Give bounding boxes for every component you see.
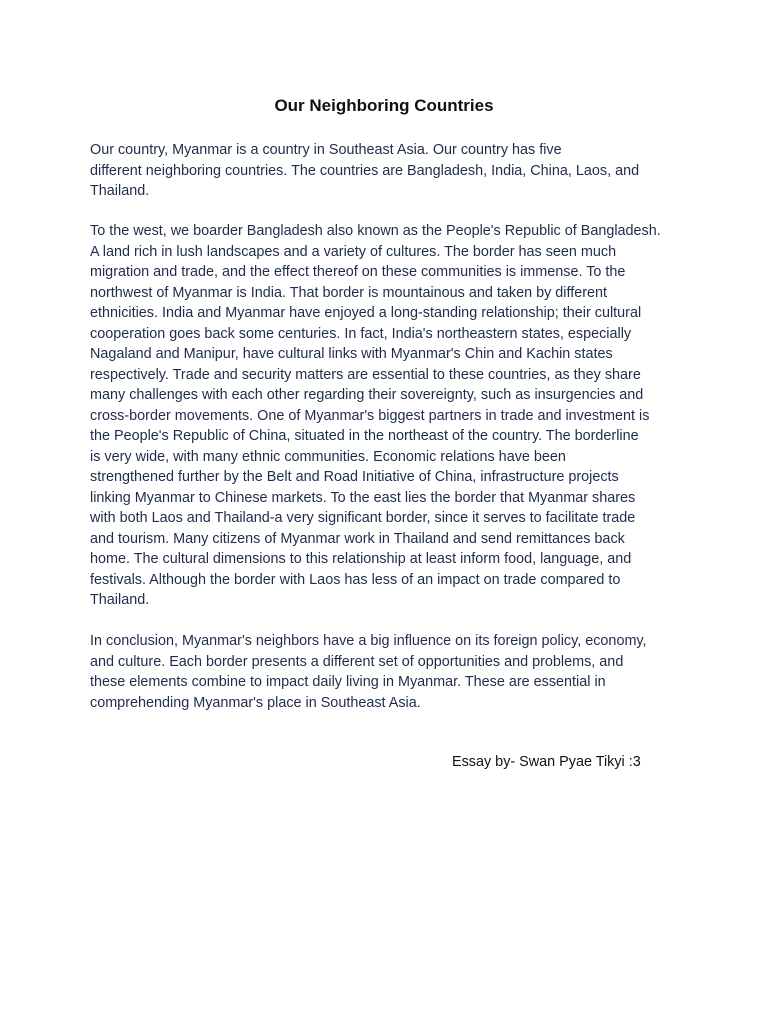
paragraph-introduction: Our country, Myanmar is a country in Southeast Asia. Our country has five different neighboring countries. The countries are Bangladesh, India, China, Laos, and Thailand. [90, 142, 640, 199]
author-signature: Essay by- Swan Pyae Tikyi :3 [452, 754, 641, 770]
paragraph-body: To the west, we boarder Bangladesh also known as the People's Republic of Bangladesh. A land rich in lush landscapes and a variety of cultures. The border has seen much migration and trade, and the effect thereof on these communities is immense. To the northwest of Myanmar is India. That border is mountainous and taken by different ethnicities. India and Myanmar have enjoyed a long-standing relationship; their cultural cooperation goes back some centuries. In fact, India's northeastern states, especially Nagaland and Manipur, have cultural links with Myanmar's Chin and Kachin states respectively. Trade and security matters are essential to these countries, as they share many challenges with each other regarding their sovereignty, such as insurgencies and cross-border movements. One of Myanmar's biggest partners in trade and investment is the People's Republic of China, situated in the northeast of the country. The borderline is very wide, with many ethnic communities. Economic relations have been strengthened further by the Belt and Road Initiative of China, infrastructure projects linking Myanmar to Chinese markets. To the east lies the border that Myanmar shares with both Laos and Thailand-a very significant border, since it serves to facilitate trade and tourism. Many citizens of Myanmar work in Thailand and send remittances back home. The cultural dimensions to this relationship at least inform food, language, and festivals. Although the border with Laos has less of an impact on trade compared to Thailand. [90, 223, 661, 608]
paragraph-conclusion: In conclusion, Myanmar's neighbors have a big influence on its foreign policy, economy, and culture. Each border presents a different set of opportunities and problems, and these elements combine to impact daily living in Myanmar. These are essential in comprehending Myanmar's place in Southeast Asia. [90, 633, 647, 711]
document-title: Our Neighboring Countries [274, 96, 494, 115]
